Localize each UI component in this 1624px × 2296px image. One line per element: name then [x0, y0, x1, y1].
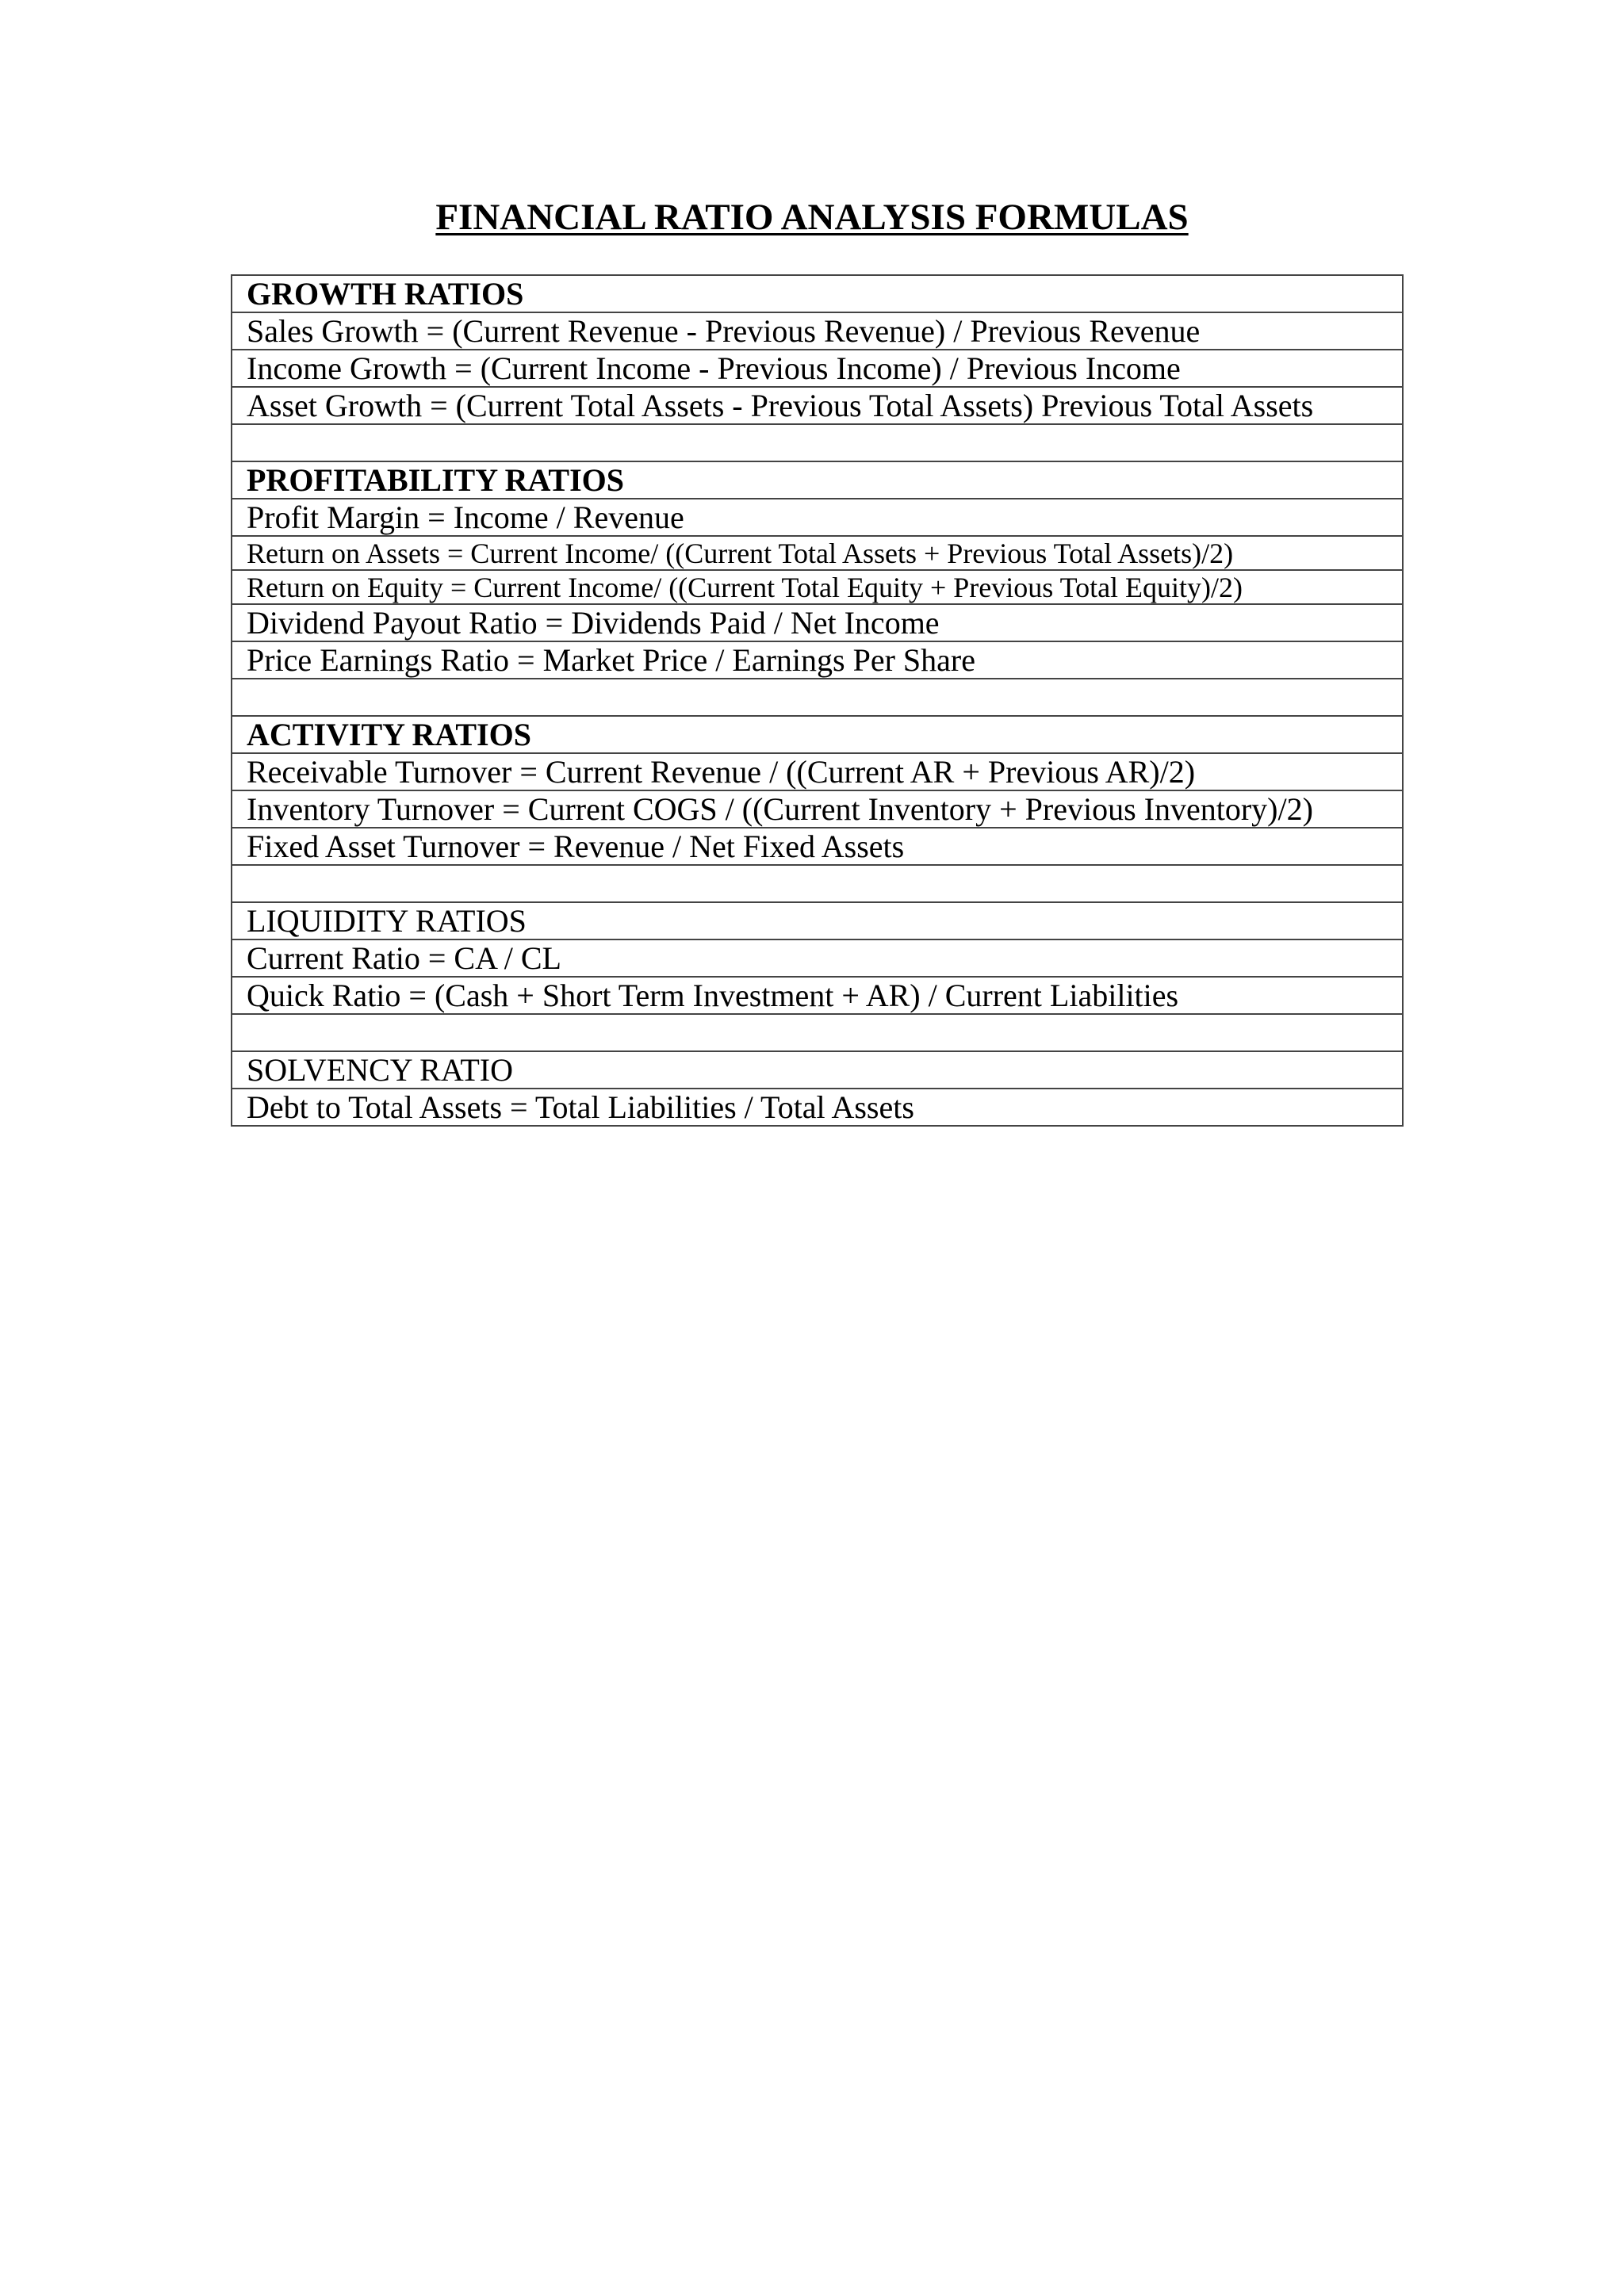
formula-table: [231, 274, 1404, 1127]
document-title: [0, 193, 1624, 241]
blank-row: [232, 1014, 1403, 1051]
blank-cell: [232, 679, 1403, 716]
formula-cell: Receivable Turnover = Current Revenue / ((Current AR + Previous AR)/2): [232, 753, 1403, 790]
formula-row: [232, 790, 1403, 828]
formula-row: [232, 350, 1403, 387]
formula-cell: Profit Margin = Income / Revenue: [232, 499, 1403, 536]
formula-cell: Income Growth = (Current Income - Previous Income) / Previous Income: [232, 350, 1403, 387]
blank-cell: [232, 865, 1403, 902]
document-title-text: FINANCIAL RATIO ANALYSIS FORMULAS: [435, 197, 1189, 238]
formula-cell: Return on Equity = Current Income/ ((Current Total Equity + Previous Total Equity)/2): [232, 570, 1403, 604]
formula-cell: Dividend Payout Ratio = Dividends Paid / Net Income: [232, 604, 1403, 641]
section-header-row: [232, 461, 1403, 499]
formula-row: [232, 312, 1403, 350]
section-header-row: [232, 902, 1403, 939]
blank-row: [232, 679, 1403, 716]
formula-row: [232, 977, 1403, 1014]
formula-row: [232, 1089, 1403, 1126]
formula-row: [232, 499, 1403, 536]
formula-cell: Quick Ratio = (Cash + Short Term Investment + AR) / Current Liabilities: [232, 977, 1403, 1014]
formula-cell: Debt to Total Assets = Total Liabilities / Total Assets: [232, 1089, 1403, 1126]
formula-row: [232, 387, 1403, 424]
blank-cell: [232, 424, 1403, 461]
formula-row: [232, 536, 1403, 570]
section-header-cell: SOLVENCY RATIO: [232, 1051, 1403, 1089]
formula-cell: Sales Growth = (Current Revenue - Previous Revenue) / Previous Revenue: [232, 312, 1403, 350]
formula-table-body: [232, 275, 1403, 1126]
formula-row: [232, 604, 1403, 641]
formula-cell: Fixed Asset Turnover = Revenue / Net Fixed Assets: [232, 828, 1403, 865]
blank-row: [232, 865, 1403, 902]
blank-cell: [232, 1014, 1403, 1051]
formula-cell: Inventory Turnover = Current COGS / ((Current Inventory + Previous Inventory)/2): [232, 790, 1403, 828]
section-header-cell: GROWTH RATIOS: [232, 275, 1403, 312]
formula-cell: Return on Assets = Current Income/ ((Current Total Assets + Previous Total Assets)/2): [232, 536, 1403, 570]
section-header-row: [232, 1051, 1403, 1089]
section-header-cell: LIQUIDITY RATIOS: [232, 902, 1403, 939]
formula-row: [232, 939, 1403, 977]
formula-row: [232, 753, 1403, 790]
section-header-cell: ACTIVITY RATIOS: [232, 716, 1403, 753]
formula-cell: Current Ratio = CA / CL: [232, 939, 1403, 977]
blank-row: [232, 424, 1403, 461]
section-header-row: [232, 275, 1403, 312]
section-header-row: [232, 716, 1403, 753]
formula-cell: Asset Growth = (Current Total Assets - Previous Total Assets) Previous Total Assets: [232, 387, 1403, 424]
section-header-cell: PROFITABILITY RATIOS: [232, 461, 1403, 499]
formula-row: [232, 828, 1403, 865]
formula-row: [232, 641, 1403, 679]
formula-cell: Price Earnings Ratio = Market Price / Earnings Per Share: [232, 641, 1403, 679]
formula-row: [232, 570, 1403, 604]
